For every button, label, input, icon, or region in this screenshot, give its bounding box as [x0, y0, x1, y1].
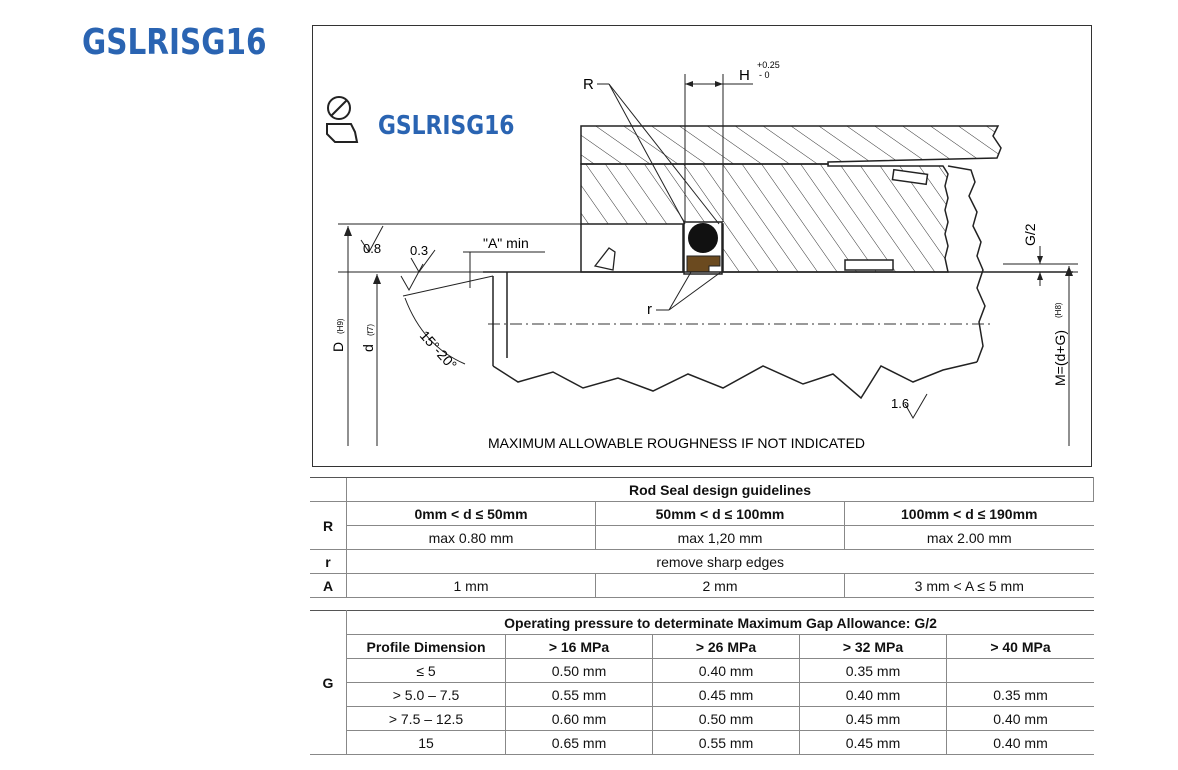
- dim-H-label: H: [739, 67, 750, 84]
- table-cell: max 1,20 mm: [596, 526, 845, 550]
- roughness-16: 1.6: [891, 396, 910, 411]
- page-title: GSLRISG16: [82, 22, 267, 63]
- col-header: > 40 MPa: [947, 635, 1095, 659]
- gap-allowance-table: [310, 610, 1094, 755]
- technical-drawing: [312, 25, 1092, 467]
- dim-M-label: M=(d+G): [1052, 329, 1068, 386]
- row-label-r: r: [310, 550, 347, 574]
- col-header: 0mm < d ≤ 50mm: [347, 502, 596, 526]
- table-cell: 0.55 mm: [653, 731, 800, 755]
- table-cell: 0.40 mm: [800, 683, 947, 707]
- table-cell: 0.40 mm: [947, 707, 1095, 731]
- col-header: 100mm < d ≤ 190mm: [845, 502, 1094, 526]
- table-cell: > 5.0 – 7.5: [347, 683, 506, 707]
- R-label: R: [583, 76, 594, 93]
- col-header: > 16 MPa: [506, 635, 653, 659]
- table-cell: 0.35 mm: [947, 683, 1095, 707]
- dim-G2-label: G/2: [1022, 223, 1038, 246]
- col-header: Profile Dimension: [347, 635, 506, 659]
- table-cell: 0.50 mm: [653, 707, 800, 731]
- dim-M-tolerance: (H8): [1054, 302, 1063, 318]
- housing-section: [581, 126, 1001, 164]
- table-cell: 3 mm < A ≤ 5 mm: [845, 574, 1094, 598]
- table-cell: 0.45 mm: [653, 683, 800, 707]
- table-cell: 0.60 mm: [506, 707, 653, 731]
- table-cell: remove sharp edges: [347, 550, 1094, 574]
- row-label-G: G: [310, 611, 347, 755]
- roughness-03: 0.3: [410, 243, 429, 258]
- chamfer-angle-label: 15°-20°: [416, 327, 461, 373]
- dim-D-label: D: [330, 341, 346, 352]
- table-cell: 1 mm: [347, 574, 596, 598]
- row-label-A: A: [310, 574, 347, 598]
- table-cell: 0.45 mm: [800, 707, 947, 731]
- drawing-title: GSLRISG16: [378, 110, 515, 141]
- row-label-R: R: [310, 502, 347, 550]
- rod-seal-table-title: Rod Seal design guidelines: [347, 478, 1094, 502]
- seal-symbol-icon: [327, 97, 357, 142]
- table-cell: ≤ 5: [347, 659, 506, 683]
- dim-H-tol-minus: - 0: [759, 70, 770, 80]
- dim-H-tol-plus: +0.25: [757, 60, 780, 70]
- r-label: r: [647, 301, 652, 318]
- o-ring: [688, 223, 718, 253]
- table-cell: 2 mm: [596, 574, 845, 598]
- table-cell: > 7.5 – 12.5: [347, 707, 506, 731]
- table-cell: 0.65 mm: [506, 731, 653, 755]
- table-cell: 15: [347, 731, 506, 755]
- table-cell: max 0.80 mm: [347, 526, 596, 550]
- col-header: > 26 MPa: [653, 635, 800, 659]
- rod-seal-guidelines-table: [310, 477, 1094, 598]
- table-cell: 0.55 mm: [506, 683, 653, 707]
- seal-groove-drawing: [313, 26, 1093, 468]
- dim-d-label: d: [360, 344, 376, 352]
- gap-table-title: Operating pressure to determinate Maximum Gap Allowance: G/2: [347, 611, 1095, 635]
- dim-D-tolerance: (H9): [336, 318, 345, 334]
- table-cell: 0.40 mm: [653, 659, 800, 683]
- roughness-08: 0.8: [363, 241, 382, 256]
- table-cell: 0.40 mm: [947, 731, 1095, 755]
- table-cell: 0.50 mm: [506, 659, 653, 683]
- dim-d-tolerance: (f7): [366, 324, 375, 336]
- table-cell: max 2.00 mm: [845, 526, 1094, 550]
- table-cell: 0.35 mm: [800, 659, 947, 683]
- table-cell: [947, 659, 1095, 683]
- a-min-label: "A" min: [483, 235, 529, 251]
- roughness-note: MAXIMUM ALLOWABLE ROUGHNESS IF NOT INDICATED: [488, 435, 866, 451]
- col-header: > 32 MPa: [800, 635, 947, 659]
- col-header: 50mm < d ≤ 100mm: [596, 502, 845, 526]
- table-cell: 0.45 mm: [800, 731, 947, 755]
